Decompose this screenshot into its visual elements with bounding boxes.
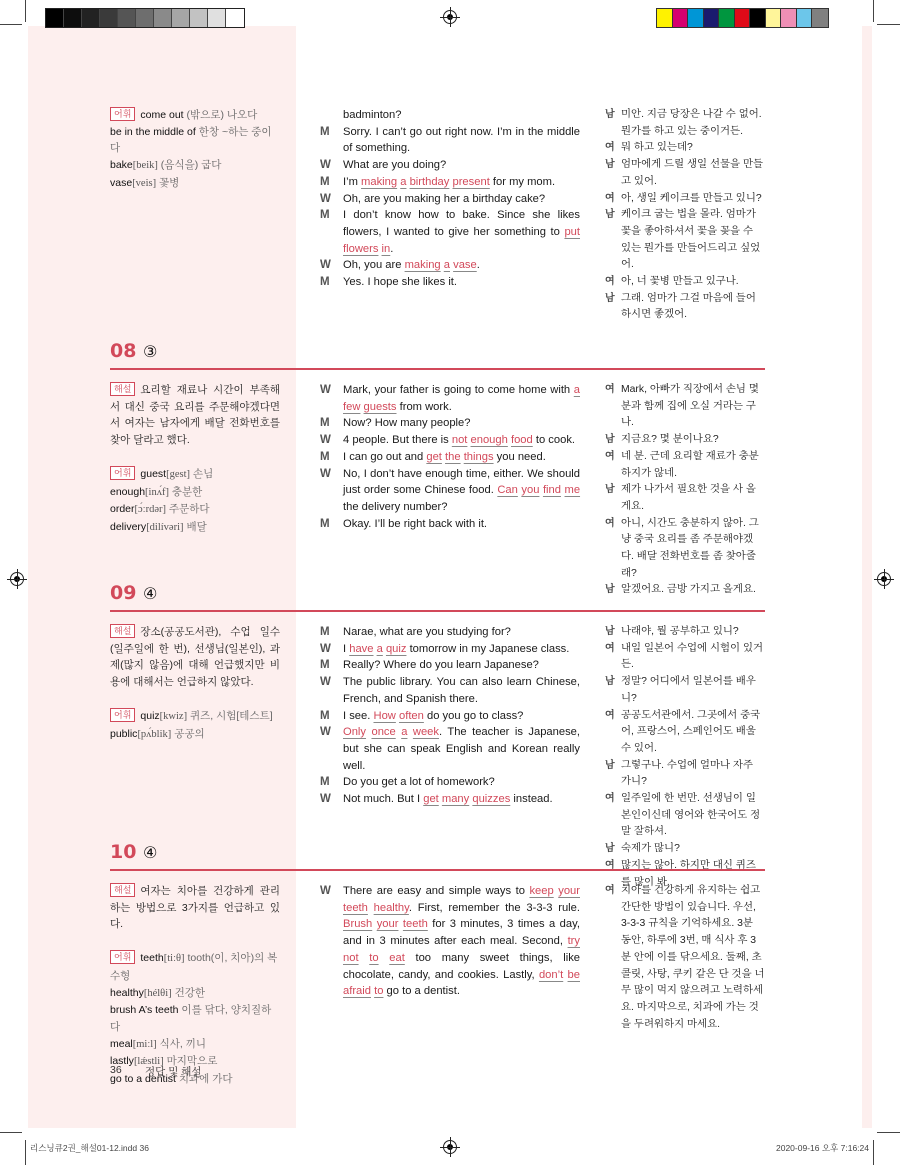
vocab-item bbox=[110, 175, 280, 193]
explanation-tag: 해설 bbox=[110, 624, 135, 638]
blank-answer: don’t bbox=[538, 968, 564, 981]
blank-answer: have bbox=[349, 642, 374, 655]
right-bleed-strip bbox=[862, 26, 872, 1128]
vocab-meaning: 손님 bbox=[192, 467, 214, 480]
color-swatch bbox=[136, 9, 154, 27]
speaker-label: M bbox=[320, 659, 330, 672]
crop-mark bbox=[877, 24, 900, 25]
crop-mark bbox=[0, 24, 22, 25]
vocab-phonetic: [ɔ́ːrdər] bbox=[134, 504, 166, 516]
speaker-label: W bbox=[320, 642, 331, 655]
speaker-label: 여 bbox=[605, 709, 615, 721]
blank-answer: Only bbox=[343, 726, 367, 739]
dialog-line: M I don’t know how to bake. Since she likes flowers, I wanted to give her something to put flowers in. bbox=[320, 209, 580, 255]
question-number: 09 bbox=[110, 582, 137, 604]
dialog-line: W Mark, your father is going to come home with a few guests from work. bbox=[320, 384, 580, 413]
registration-mark-icon bbox=[877, 572, 891, 586]
vocab-word: healthy bbox=[110, 986, 144, 999]
crop-mark bbox=[873, 1140, 874, 1165]
print-slug-filename: 리스닝큐2권_해설01-12.indd 36 bbox=[30, 1143, 149, 1153]
explanation-block-10 bbox=[110, 883, 280, 1088]
speaker-label: 남 bbox=[605, 434, 615, 446]
speaker-label: W bbox=[320, 192, 331, 205]
vocab-item bbox=[110, 985, 280, 1003]
blank-answer: in bbox=[381, 242, 391, 255]
speaker-label: 남 bbox=[605, 209, 615, 221]
dialog-line: W I have a quiz tomorrow in my Japanese class. bbox=[318, 641, 580, 658]
translation-line: 여 아니, 시간도 충분하지 않아. 그냥 중국 요리를 좀 주문해야겠다. 배달 전화번호를 좀 찾아줄래? bbox=[605, 517, 759, 579]
color-swatch bbox=[750, 9, 766, 27]
speaker-label: 여 bbox=[605, 517, 615, 529]
dialog-09 bbox=[318, 624, 580, 808]
vocab-word: teeth bbox=[140, 952, 164, 965]
speaker-label: 여 bbox=[605, 192, 615, 204]
vocab-meaning: 마지막으로 bbox=[166, 1055, 218, 1068]
speaker-label: 남 bbox=[605, 843, 615, 855]
blank-answer: a bbox=[443, 259, 450, 272]
explanation-block-08 bbox=[110, 382, 280, 537]
answer-mark: ④ bbox=[143, 845, 158, 862]
vocab-phonetic: [gest] bbox=[166, 468, 190, 480]
blank-answer: birthday bbox=[409, 175, 450, 188]
footer-title: 정답 및 해설 bbox=[145, 1066, 202, 1078]
blank-answer: your bbox=[376, 918, 399, 931]
blank-answer: enough bbox=[470, 434, 508, 447]
vocab-item bbox=[110, 950, 280, 984]
print-slug-date: 2020-09-16 오후 7:16:24 bbox=[776, 1143, 869, 1153]
dialog-line: M Sorry. I can’t go out right now. I’m in the middle of something. bbox=[320, 125, 580, 155]
color-swatch bbox=[704, 9, 720, 27]
explanation-tag: 해설 bbox=[110, 883, 135, 897]
blank-answer: put bbox=[564, 225, 580, 238]
dialog-line: M I can go out and get the things you need. bbox=[318, 449, 580, 466]
dialog-line: W There are easy and simple ways to keep your teeth healthy. First, remember the 3-3-3 rule. Brush your teeth for 3 minutes, 3 times a day, and in 3 minutes after each meal. Second, try not to eat too many sweet things, like chocolate, candy, and cookies. Lastly, don’t be afraid to go to a dentist. bbox=[320, 885, 581, 998]
blank-answer: Can bbox=[497, 484, 518, 497]
translation-continued bbox=[605, 107, 765, 324]
vocab-word: delivery bbox=[110, 520, 147, 533]
translation-line: 남 정말? 어디에서 일본어를 배우니? bbox=[605, 676, 756, 704]
vocab-item bbox=[110, 501, 280, 519]
blank-answer: afraid bbox=[343, 985, 371, 998]
dialog-line: M Narae, what are you studying for? bbox=[318, 624, 580, 641]
translation-line: 여 공공도서관에서. 그곳에서 중국어, 프랑스어, 스페인어도 배울 수 있어. bbox=[605, 709, 761, 754]
vocab-phonetic: [pʌ́blik] bbox=[137, 728, 172, 740]
answer-mark: ④ bbox=[143, 586, 158, 603]
vocab-item bbox=[110, 1002, 280, 1035]
speaker-label: 남 bbox=[605, 626, 615, 637]
vocab-phonetic: [veis] bbox=[132, 177, 157, 189]
speaker-label: 여 bbox=[605, 793, 615, 805]
vocab-phonetic: [tiːθ] bbox=[163, 953, 185, 965]
blank-answer: me bbox=[564, 484, 581, 497]
dialog-line: M I’m making a birthday present for my mom. bbox=[318, 174, 580, 191]
vocab-phonetic: [inʌ́f] bbox=[145, 486, 169, 498]
speaker-label: M bbox=[320, 776, 330, 789]
blank-answer: food bbox=[510, 434, 533, 447]
vocab-meaning: 한창 ~하는 중이다 bbox=[110, 125, 272, 155]
color-swatch bbox=[64, 9, 82, 27]
translation-10 bbox=[605, 883, 765, 1033]
vocab-item bbox=[110, 466, 280, 484]
page-number: 36 bbox=[110, 1064, 122, 1076]
vocab-tag: 어휘 bbox=[110, 708, 135, 722]
speaker-label: 남 bbox=[605, 484, 615, 496]
translation-line: 여 일주일에 한 번만. 선생님이 일본인이신데 영어와 한국어도 정말 잘하셔. bbox=[605, 793, 761, 838]
blank-answer: quiz bbox=[385, 642, 407, 655]
vocab-item bbox=[110, 157, 280, 175]
blank-answer: to bbox=[369, 951, 379, 964]
spacer bbox=[110, 449, 280, 466]
speaker-label: M bbox=[320, 450, 330, 463]
vocab-phonetic: [beik] bbox=[132, 160, 158, 172]
vocab-meaning: 퀴즈, 시험[테스트] bbox=[189, 709, 273, 722]
blank-answer: try bbox=[567, 935, 580, 948]
vocab-item bbox=[110, 726, 280, 744]
vocab-meaning: tooth(이, 치아)의 복수형 bbox=[110, 952, 278, 982]
color-swatch bbox=[82, 9, 100, 27]
speaker-label: M bbox=[320, 626, 330, 638]
vocab-meaning: 건강한 bbox=[174, 986, 205, 999]
dialog-line: W Only once a week. The teacher is Japanese, but she can speak English and Korean really well. bbox=[320, 726, 581, 772]
speaker-label: W bbox=[320, 384, 331, 396]
blank-answer: many bbox=[441, 793, 470, 806]
blank-answer: quizzes bbox=[472, 793, 511, 806]
registration-mark-icon bbox=[443, 10, 457, 24]
blank-answer: get bbox=[426, 450, 442, 463]
registration-mark-icon bbox=[10, 572, 24, 586]
vocab-item bbox=[110, 107, 280, 124]
vocab-tag: 어휘 bbox=[110, 950, 135, 964]
vocab-word: brush A’s teeth bbox=[110, 1004, 179, 1017]
speaker-label: M bbox=[320, 517, 330, 530]
blank-answer: teeth bbox=[402, 918, 428, 931]
blank-answer: get bbox=[423, 793, 439, 806]
vocab-phonetic: [miːl] bbox=[132, 1038, 157, 1050]
vocab-word: quiz bbox=[140, 709, 160, 722]
color-swatch bbox=[797, 9, 813, 27]
translation-line: 여 뭐 하고 있는데? bbox=[605, 140, 765, 157]
translation-line: 여 아, 생일 케이크를 만들고 있니? bbox=[605, 191, 765, 208]
explanation-text: 해설 요리할 재료나 시간이 부족해서 대신 중국 요리를 주문해야겠다면서 여자는 남자에게 배달 전화번호를 찾아 달라고 했다. bbox=[110, 384, 280, 447]
crop-mark bbox=[0, 1132, 22, 1133]
vocab-item bbox=[110, 708, 280, 726]
answer-mark: ③ bbox=[143, 344, 158, 361]
color-calibration-bar bbox=[656, 8, 829, 28]
translation-line: 여 Mark, 아빠가 직장에서 손님 몇 분과 함께 집에 오실 거라는 구나. bbox=[605, 384, 759, 429]
speaker-label: W bbox=[320, 885, 331, 897]
vocab-word: be in the middle of bbox=[110, 125, 196, 138]
dialog-line: W Oh, you are making a vase. bbox=[318, 257, 580, 274]
speaker-label: W bbox=[320, 676, 331, 689]
blank-answer: not bbox=[343, 951, 359, 964]
question-number: 10 bbox=[110, 841, 137, 863]
translation-line: 남 숙제가 많니? bbox=[605, 841, 765, 858]
vocab-meaning: 꽃병 bbox=[159, 176, 180, 189]
blank-answer: a bbox=[573, 384, 580, 396]
blank-answer: Brush bbox=[343, 918, 373, 931]
color-swatch bbox=[719, 9, 735, 27]
vocab-phonetic: [kwiz] bbox=[159, 710, 188, 722]
speaker-label: 남 bbox=[605, 759, 615, 771]
vocab-tag: 어휘 bbox=[110, 107, 135, 121]
explanation-text: 해설 여자는 치아를 건강하게 관리하는 방법으로 3가지를 언급하고 있다. bbox=[110, 885, 280, 931]
dialog-line: M Really? Where do you learn Japanese? bbox=[318, 657, 580, 674]
speaker-label: 남 bbox=[605, 584, 615, 596]
speaker-label: M bbox=[320, 709, 330, 722]
vocab-item bbox=[110, 124, 280, 157]
translation-line: 남 엄마에게 드릴 생일 선물을 만들고 있어. bbox=[605, 159, 764, 187]
blank-answer: present bbox=[452, 175, 490, 188]
vocab-tag: 어휘 bbox=[110, 466, 135, 480]
color-swatch bbox=[100, 9, 118, 27]
vocab-word: order bbox=[110, 503, 135, 516]
question-number: 08 bbox=[110, 340, 137, 362]
color-swatch bbox=[226, 9, 244, 27]
vocab-word: public bbox=[110, 727, 138, 740]
blank-answer: things bbox=[463, 450, 494, 463]
speaker-label: M bbox=[320, 125, 330, 138]
speaker-label: M bbox=[320, 276, 330, 289]
explanation-text: 해설 장소(공공도서관), 수업 일수(일주일에 한 번), 선생님(일본인), 과제(많지 않음)에 대해 언급했지만 비용에 대해서는 언급하지 않았다. bbox=[110, 626, 280, 689]
translation-line: 여 네 분. 근데 요리할 재료가 충분하지가 않네. bbox=[605, 450, 759, 479]
blank-answer: to bbox=[374, 985, 384, 998]
dialog-08 bbox=[318, 382, 580, 532]
dialog-line: M Do you get a lot of homework? bbox=[318, 774, 580, 791]
dialog-line: M Now? How many people? bbox=[318, 415, 580, 432]
vocab-word: enough bbox=[110, 485, 146, 498]
vocab-meaning: 이를 닦다, 양치질하다 bbox=[110, 1004, 272, 1033]
blank-answer: making bbox=[361, 175, 398, 188]
dialog-line: W Oh, are you making her a birthday cake? bbox=[318, 191, 580, 208]
dialog-line: W Not much. But I get many quizzes instead. bbox=[318, 791, 580, 808]
blank-answer: a bbox=[401, 726, 408, 739]
color-swatch bbox=[208, 9, 226, 27]
blank-answer: few bbox=[343, 400, 361, 413]
speaker-label: M bbox=[320, 209, 330, 222]
vocab-meaning: 충분한 bbox=[171, 485, 203, 498]
vocab-word: lastly bbox=[110, 1055, 134, 1068]
translation-line: 남 나래야, 뭘 공부하고 있니? bbox=[605, 624, 765, 641]
dialog-line: badminton? bbox=[343, 109, 402, 121]
vocab-meaning: 배달 bbox=[186, 520, 207, 533]
color-swatch bbox=[673, 9, 689, 27]
speaker-label: 여 bbox=[605, 885, 615, 896]
section-header-10 bbox=[110, 841, 765, 871]
translation-line: 남 미안. 지금 당장은 나갈 수 없어. 뭔가를 하고 있는 중이거든. bbox=[605, 109, 762, 137]
speaker-label: W bbox=[320, 259, 331, 272]
blank-answer: once bbox=[371, 726, 396, 739]
vocab-item bbox=[110, 1036, 280, 1054]
explanation-block-09 bbox=[110, 624, 280, 743]
speaker-label: 여 bbox=[605, 450, 615, 462]
translation-line: 여 많지는 않아. 하지만 대신 퀴즈를 많이 봐. bbox=[605, 859, 756, 888]
blank-answer: healthy bbox=[373, 901, 409, 914]
speaker-label: W bbox=[320, 793, 331, 806]
speaker-label: 남 bbox=[605, 292, 615, 304]
blank-answer: your bbox=[558, 885, 580, 897]
explanation-tag: 해설 bbox=[110, 382, 135, 396]
vocab-meaning: 식사, 끼니 bbox=[159, 1037, 207, 1050]
translation-line: 여 치아를 건강하게 유지하는 쉽고 간단한 방법이 있습니다. 우선, 3-3-3 규칙을 기억하세요. 3분 동안, 하루에 3번, 매 식사 후 3분 안에 이를 닦으세요. 둘째, 초콜릿, 사탕, 쿠키 같은 단 것을 너무 많이 먹지 않으려고 노력하세요. 마지막으로, 치과에 가는 것을 두려워하지 마세요. bbox=[605, 885, 765, 1030]
vocab-word: bake bbox=[110, 159, 133, 172]
vocab-item bbox=[110, 484, 280, 502]
vocab-meaning: 치과에 가다 bbox=[178, 1073, 233, 1086]
color-swatch bbox=[781, 9, 797, 27]
speaker-label: 남 bbox=[605, 676, 615, 688]
color-swatch bbox=[812, 9, 828, 27]
blank-answer: a bbox=[376, 642, 383, 655]
grayscale-calibration-bar bbox=[45, 8, 245, 28]
dialog-line: W What are you doing? bbox=[318, 157, 580, 174]
vocab-word: meal bbox=[110, 1037, 133, 1050]
color-swatch bbox=[190, 9, 208, 27]
blank-answer: often bbox=[398, 709, 424, 722]
blank-answer: not bbox=[451, 434, 468, 447]
blank-answer: making bbox=[404, 259, 441, 272]
dialog-line: M Okay. I’ll be right back with it. bbox=[318, 516, 580, 533]
translation-line: 남 케이크 굽는 법을 몰라. 엄마가 꽃을 좋아하셔서 꽃을 꽂을 수 있는 뭔가를 만들어드리고 싶었어. bbox=[605, 209, 761, 271]
dialog-line: W The public library. You can also learn Chinese, French, and Spanish there. bbox=[320, 676, 580, 705]
speaker-label: 남 bbox=[605, 109, 615, 120]
section-header-09 bbox=[110, 582, 765, 612]
color-swatch bbox=[118, 9, 136, 27]
speaker-label: W bbox=[320, 159, 331, 172]
vocab-meaning: 공공의 bbox=[174, 727, 205, 740]
blank-answer: How bbox=[373, 709, 396, 722]
speaker-label: 여 bbox=[605, 142, 615, 154]
vocab-meaning: (밖으로) 나오다 bbox=[186, 109, 258, 121]
translation-line: 남 지금요? 몇 분이나요? bbox=[605, 432, 765, 449]
speaker-label: M bbox=[320, 417, 330, 430]
vocab-block-continued bbox=[110, 107, 280, 193]
color-swatch bbox=[46, 9, 64, 27]
dialog-line: M Yes. I hope she likes it. bbox=[318, 274, 580, 291]
crop-mark bbox=[25, 0, 26, 22]
blank-answer: vase bbox=[453, 259, 477, 272]
vocab-word: vase bbox=[110, 176, 133, 189]
translation-line: 남 제가 나가서 필요한 것을 사 올게요. bbox=[605, 484, 756, 512]
color-swatch bbox=[657, 9, 673, 27]
blank-answer: the bbox=[445, 450, 461, 463]
color-swatch bbox=[735, 9, 751, 27]
section-header-08 bbox=[110, 340, 765, 370]
color-swatch bbox=[766, 9, 782, 27]
vocab-phonetic: [hélθi] bbox=[143, 987, 172, 999]
spacer bbox=[110, 691, 280, 708]
speaker-label: W bbox=[320, 467, 331, 480]
registration-mark-icon bbox=[443, 1140, 457, 1154]
color-swatch bbox=[172, 9, 190, 27]
speaker-label: 여 bbox=[605, 384, 615, 395]
blank-answer: eat bbox=[389, 951, 405, 964]
dialog-line: W No, I don’t have enough time, either. We should just order some Chinese food. Can you find me the delivery number? bbox=[320, 467, 581, 513]
speaker-label: 여 bbox=[605, 859, 615, 871]
vocab-item bbox=[110, 519, 280, 537]
spacer bbox=[110, 933, 280, 950]
blank-answer: teeth bbox=[343, 901, 368, 914]
vocab-word: go to a dentist bbox=[110, 1073, 176, 1086]
speaker-label: 남 bbox=[605, 159, 615, 171]
vocab-meaning: (음식을) 굽다 bbox=[160, 159, 222, 172]
speaker-label: W bbox=[320, 434, 331, 447]
vocab-word: come out bbox=[140, 109, 184, 121]
dialog-line: M I see. How often do you go to class? bbox=[318, 708, 580, 725]
vocab-phonetic: [dilívəri] bbox=[146, 521, 184, 533]
blank-answer: week bbox=[412, 726, 439, 739]
dialog-line: W 4 people. But there is not enough food to cook. bbox=[318, 432, 580, 449]
blank-answer: flowers bbox=[343, 242, 379, 255]
speaker-label: M bbox=[320, 175, 330, 188]
dialog-continued bbox=[318, 107, 580, 291]
translation-line: 남 그렇구나. 수업에 얼마나 자주 가니? bbox=[605, 759, 753, 788]
color-swatch bbox=[688, 9, 704, 27]
crop-mark bbox=[877, 1132, 900, 1133]
vocab-phonetic: [lǽstli] bbox=[133, 1056, 164, 1068]
crop-mark bbox=[25, 1140, 26, 1165]
speaker-label: 여 bbox=[605, 642, 615, 654]
blank-answer: a bbox=[400, 175, 407, 188]
vocab-meaning: 주문하다 bbox=[168, 503, 210, 516]
blank-answer: guests bbox=[363, 400, 397, 413]
speaker-label: 여 bbox=[605, 276, 615, 288]
speaker-label: W bbox=[320, 726, 331, 739]
blank-answer: be bbox=[567, 968, 580, 981]
translation-line: 여 아, 너 꽃병 만들고 있구나. bbox=[605, 274, 765, 291]
blank-answer: keep bbox=[529, 885, 554, 897]
translation-line: 남 그래. 엄마가 그걸 마음에 들어 하시면 좋겠어. bbox=[605, 292, 756, 321]
translation-line: 남 알겠어요. 금방 가지고 올게요. bbox=[605, 582, 765, 599]
blank-answer: you bbox=[521, 484, 540, 497]
blank-answer: find bbox=[542, 484, 561, 497]
translation-08 bbox=[605, 382, 765, 599]
dialog-10 bbox=[318, 883, 580, 1000]
vocab-word: guest bbox=[140, 467, 167, 480]
crop-mark bbox=[873, 0, 874, 22]
color-swatch bbox=[154, 9, 172, 27]
translation-line: 여 내일 일본어 수업에 시험이 있거든. bbox=[605, 642, 764, 671]
